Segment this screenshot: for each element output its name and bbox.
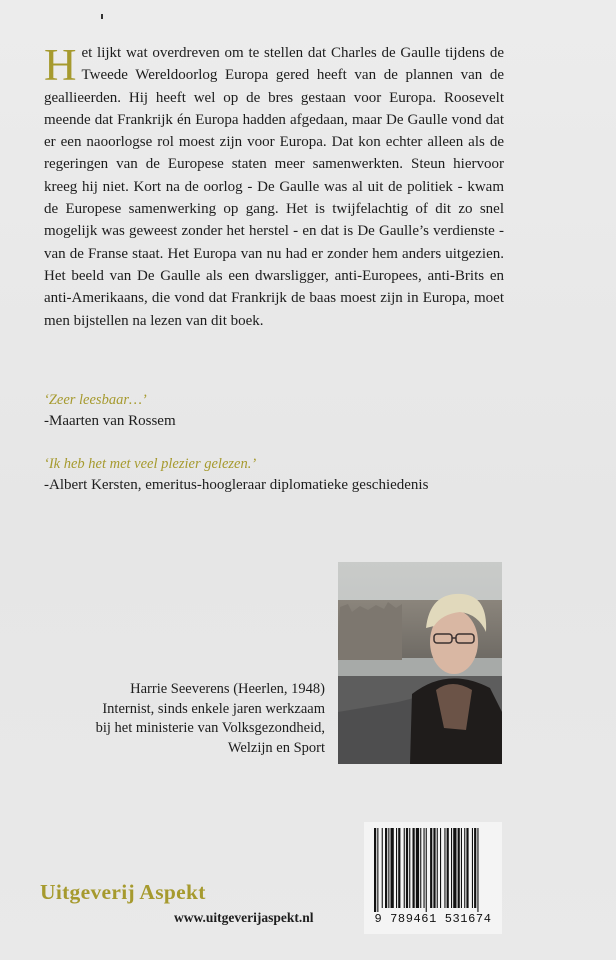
barcode-bar bbox=[453, 828, 456, 908]
barcode-bar bbox=[420, 828, 421, 908]
barcode-bar bbox=[388, 828, 389, 908]
barcode-bar bbox=[385, 828, 387, 908]
publisher-website: www.uitgeverijaspekt.nl bbox=[174, 910, 314, 925]
review-attribution: -Albert Kersten, emeritus-hoogleraar diplomatieke geschiedenis bbox=[44, 477, 429, 493]
barcode-bar bbox=[433, 828, 435, 908]
barcode-bar bbox=[472, 828, 473, 908]
barcode-bar bbox=[426, 828, 427, 912]
review-quote: ‘Ik heb het met veel plezier gelezen.’ bbox=[44, 456, 257, 472]
barcode-bar bbox=[398, 828, 400, 908]
barcode-bar bbox=[377, 828, 378, 912]
barcode-bar bbox=[430, 828, 432, 908]
author-photo bbox=[338, 562, 502, 764]
barcode-bar bbox=[404, 828, 405, 908]
barcode-bar bbox=[406, 828, 408, 908]
barcode-bar bbox=[409, 828, 410, 908]
drop-cap: H bbox=[44, 40, 77, 90]
barcode-bar bbox=[396, 828, 397, 908]
publisher-name: Uitgeverij Aspekt bbox=[40, 880, 206, 904]
barcode-bar bbox=[461, 828, 462, 908]
barcode-bar bbox=[374, 828, 376, 912]
barcode-bar bbox=[464, 828, 465, 908]
barcode-bar bbox=[477, 828, 478, 912]
barcode bbox=[364, 822, 502, 934]
author-bio bbox=[25, 680, 325, 758]
barcode-bar bbox=[444, 828, 445, 908]
bio-line: Internist, sinds enkele jaren werkzaam bbox=[102, 700, 325, 717]
barcode-bar bbox=[416, 828, 419, 908]
bio-line: Welzijn en Sport bbox=[227, 739, 325, 756]
barcode-bar bbox=[451, 828, 452, 908]
blurb-paragraph bbox=[44, 42, 504, 332]
barcode-bar bbox=[382, 828, 383, 908]
barcode-bar bbox=[447, 828, 449, 908]
barcode-bars bbox=[372, 828, 494, 912]
barcode-bar bbox=[413, 828, 415, 908]
blurb-text: et lijkt wat overdreven om te stellen dat Charles de Gaulle tijdens de Tweede Wereldoorlog Europa gered heeft van de plannen van de geallieerden. Hij heeft wel op de bres gestaan voor Europa. Roosevelt meende dat Frankrijk én Europa hadden afgedaan, maar De Gaulle vond dat er een naoorlogse rol moest zijn voor Europa. Dat kon echter alleen als de regeringen van de Europese staten meer samenwerkten. Steun hiervoor kreeg hij niet. Kort na de oorlog - De Gaulle was al uit de politiek - kwam de Europese samenwerking op gang. Het is twijfelachtig of dit zo snel mogelijk was geweest zonder het herstel - en dat is De Gaulle’s verdienste - van de Franse staat. Het Europa van nu had er zonder hem anders uitgezien. Het beeld van De Gaulle als een dwarsligger, anti-Europees, anti-Brits en anti-Amerikaans, die vond dat Frankrijk de baas moest zijn in Europa, moet men bijstellen na lezen van dit boek. bbox=[44, 45, 504, 329]
review-quote: ‘Zeer leesbaar…’ bbox=[44, 392, 147, 408]
barcode-bar bbox=[437, 828, 438, 908]
bio-line: bij het ministerie van Volksgezondheid, bbox=[95, 720, 325, 737]
barcode-bar bbox=[458, 828, 460, 908]
barcode-bar bbox=[474, 828, 476, 908]
barcode-bar bbox=[391, 828, 394, 908]
barcode-bar bbox=[440, 828, 441, 908]
printer-mark bbox=[101, 14, 103, 19]
barcode-bar bbox=[466, 828, 468, 908]
review-attribution: -Maarten van Rossem bbox=[44, 413, 176, 429]
author-portrait-image bbox=[338, 562, 502, 764]
isbn-number: 9 789461 531674 bbox=[374, 912, 492, 926]
bio-line: Harrie Seeverens (Heerlen, 1948) bbox=[130, 681, 325, 697]
barcode-bar bbox=[424, 828, 425, 908]
